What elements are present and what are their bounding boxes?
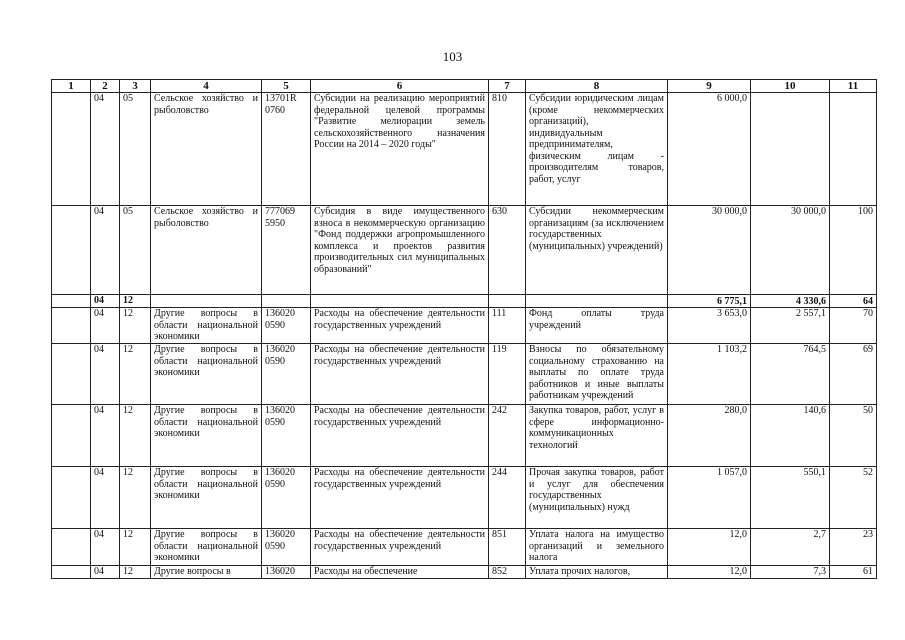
column-header: 11 — [830, 80, 877, 93]
cell-plan: 1 103,2 — [668, 344, 751, 405]
cell-plan: 30 000,0 — [668, 206, 751, 295]
column-header: 6 — [311, 80, 489, 93]
cell-expense-name: Субсидии на реализацию мероприятий федеральной целевой программы "Развитие мелиорации земель сельскохозяйственного назначения России на 2014 – 2020 годы" — [311, 93, 489, 206]
cell-expense-name: Расходы на обеспечение деятельности государственных учреждений — [311, 308, 489, 344]
cell-target-article: 136020 — [262, 566, 311, 579]
cell-target-article: 136020 0590 — [262, 405, 311, 467]
cell-executed: 764,5 — [751, 344, 830, 405]
table-row — [52, 467, 877, 529]
cell-target-article: 136020 0590 — [262, 308, 311, 344]
table-row — [52, 295, 877, 308]
cell-expense-type: 119 — [489, 344, 526, 405]
table-body — [52, 93, 877, 579]
cell-subsection: 12 — [120, 295, 151, 308]
cell-percent: 50 — [830, 405, 877, 467]
cell-expense-type-name: Субсидии некоммерческим организациям (за исключением государственных (муниципальных) учреждений) — [526, 206, 668, 295]
cell-expense-type-name: Взносы по обязательному социальному страхованию на выплаты по оплате труда работников и иные выплаты работникам учреждений — [526, 344, 668, 405]
cell-name: Другие вопросы в — [151, 566, 262, 579]
cell-subsection: 12 — [120, 308, 151, 344]
cell-subsection: 05 — [120, 93, 151, 206]
table-row — [52, 93, 877, 206]
column-header: 1 — [52, 80, 91, 93]
cell-percent: 52 — [830, 467, 877, 529]
cell-section: 04 — [91, 529, 120, 566]
cell-expense-name: Расходы на обеспечение деятельности государственных учреждений — [311, 344, 489, 405]
cell-executed: 140,6 — [751, 405, 830, 467]
cell-percent: 69 — [830, 344, 877, 405]
header-row — [52, 80, 877, 93]
cell-target-article: 136020 0590 — [262, 344, 311, 405]
cell-target-article: 136020 0590 — [262, 529, 311, 566]
cell-expense-type: 242 — [489, 405, 526, 467]
cell-name — [151, 295, 262, 308]
cell-col1 — [52, 529, 91, 566]
cell-name: Другие вопросы в области национальной экономики — [151, 467, 262, 529]
cell-col1 — [52, 295, 91, 308]
cell-plan: 6 775,1 — [668, 295, 751, 308]
cell-expense-type: 244 — [489, 467, 526, 529]
cell-target-article — [262, 295, 311, 308]
column-header: 8 — [526, 80, 668, 93]
cell-col1 — [52, 467, 91, 529]
cell-col1 — [52, 206, 91, 295]
cell-expense-name — [311, 295, 489, 308]
cell-name: Сельское хозяйство и рыболовство — [151, 93, 262, 206]
cell-plan: 12,0 — [668, 566, 751, 579]
cell-subsection: 05 — [120, 206, 151, 295]
cell-target-article: 13701R 0760 — [262, 93, 311, 206]
cell-expense-name: Расходы на обеспечение — [311, 566, 489, 579]
cell-executed: 30 000,0 — [751, 206, 830, 295]
cell-percent: 23 — [830, 529, 877, 566]
column-header: 5 — [262, 80, 311, 93]
cell-col1 — [52, 566, 91, 579]
table-row — [52, 344, 877, 405]
budget-table — [51, 79, 877, 579]
cell-expense-type: 630 — [489, 206, 526, 295]
cell-expense-type-name: Фонд оплаты труда учреждений — [526, 308, 668, 344]
cell-plan: 280,0 — [668, 405, 751, 467]
cell-plan: 6 000,0 — [668, 93, 751, 206]
cell-executed — [751, 93, 830, 206]
cell-executed: 550,1 — [751, 467, 830, 529]
table-row — [52, 529, 877, 566]
cell-target-article: 136020 0590 — [262, 467, 311, 529]
cell-expense-type-name: Прочая закупка товаров, работ и услуг для обеспечения государственных (муниципальных) нужд — [526, 467, 668, 529]
cell-col1 — [52, 344, 91, 405]
table-row — [52, 206, 877, 295]
cell-executed: 2,7 — [751, 529, 830, 566]
cell-section: 04 — [91, 295, 120, 308]
cell-expense-name: Расходы на обеспечение деятельности государственных учреждений — [311, 529, 489, 566]
cell-expense-type: 111 — [489, 308, 526, 344]
cell-section: 04 — [91, 308, 120, 344]
cell-expense-name: Расходы на обеспечение деятельности государственных учреждений — [311, 405, 489, 467]
cell-name: Другие вопросы в области национальной экономики — [151, 529, 262, 566]
cell-expense-type — [489, 295, 526, 308]
cell-col1 — [52, 93, 91, 206]
column-header: 10 — [751, 80, 830, 93]
cell-expense-type-name: Закупка товаров, работ, услуг в сфере информационно-коммуникационных технологий — [526, 405, 668, 467]
page-number: 103 — [442, 49, 463, 64]
cell-percent: 70 — [830, 308, 877, 344]
column-header: 7 — [489, 80, 526, 93]
cell-expense-type: 810 — [489, 93, 526, 206]
cell-target-article: 777069 5950 — [262, 206, 311, 295]
cell-subsection: 12 — [120, 405, 151, 467]
cell-expense-name: Субсидия в виде имущественного взноса в некоммерческую организацию "Фонд поддержки агропромышленного комплекса и проектов развития производительных сил муниципальных образований" — [311, 206, 489, 295]
table-row — [52, 566, 877, 579]
column-header: 2 — [91, 80, 120, 93]
cell-executed: 7,3 — [751, 566, 830, 579]
cell-subsection: 12 — [120, 467, 151, 529]
cell-percent — [830, 93, 877, 206]
cell-percent: 64 — [830, 295, 877, 308]
table-row — [52, 308, 877, 344]
cell-section: 04 — [91, 206, 120, 295]
cell-expense-type-name: Уплата налога на имущество организаций и земельного налога — [526, 529, 668, 566]
cell-plan: 1 057,0 — [668, 467, 751, 529]
column-header: 3 — [120, 80, 151, 93]
cell-executed: 4 330,6 — [751, 295, 830, 308]
cell-subsection: 12 — [120, 529, 151, 566]
cell-expense-type: 852 — [489, 566, 526, 579]
cell-expense-type-name — [526, 295, 668, 308]
cell-name: Другие вопросы в области национальной экономики — [151, 344, 262, 405]
cell-expense-name: Расходы на обеспечение деятельности государственных учреждений — [311, 467, 489, 529]
cell-col1 — [52, 405, 91, 467]
cell-expense-type-name: Субсидии юридическим лицам (кроме некоммерческих организаций), индивидуальным предпринимателям, физическим лицам - производителям товаров, работ, услуг — [526, 93, 668, 206]
cell-expense-type: 851 — [489, 529, 526, 566]
cell-subsection: 12 — [120, 344, 151, 405]
column-header: 9 — [668, 80, 751, 93]
cell-section: 04 — [91, 93, 120, 206]
cell-percent: 100 — [830, 206, 877, 295]
cell-executed: 2 557,1 — [751, 308, 830, 344]
cell-name: Другие вопросы в области национальной экономики — [151, 405, 262, 467]
cell-expense-type-name: Уплата прочих налогов, — [526, 566, 668, 579]
cell-section: 04 — [91, 405, 120, 467]
cell-percent: 61 — [830, 566, 877, 579]
cell-section: 04 — [91, 467, 120, 529]
cell-section: 04 — [91, 566, 120, 579]
cell-section: 04 — [91, 344, 120, 405]
cell-subsection: 12 — [120, 566, 151, 579]
cell-name: Сельское хозяйство и рыболовство — [151, 206, 262, 295]
cell-col1 — [52, 308, 91, 344]
cell-plan: 3 653,0 — [668, 308, 751, 344]
cell-name: Другие вопросы в области национальной экономики — [151, 308, 262, 344]
column-header: 4 — [151, 80, 262, 93]
cell-plan: 12,0 — [668, 529, 751, 566]
table-row — [52, 405, 877, 467]
